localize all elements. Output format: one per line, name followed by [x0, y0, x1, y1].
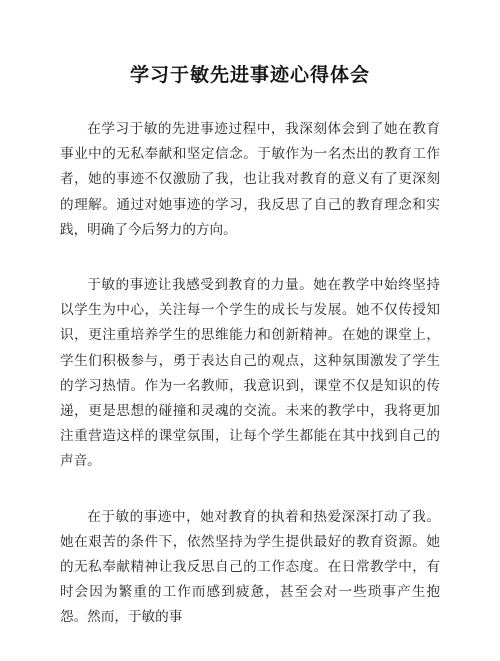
document-title: 学习于敏先进事迹心得体会 [129, 64, 370, 86]
paragraph-1: 在学习于敏的先进事迹过程中，我深刻体会到了她在教育事业中的无私奉献和坚定信念。于敏作为一名杰出的教育工作者，她的事迹不仅激励了我，也让我对教育的意义有了更深刻的理解。通过对她事迹的学习，我反思了自己的教育理念和实践，明确了今后努力的方向。 [60, 121, 440, 238]
document-body [60, 117, 440, 661]
paragraph-3: 在于敏的事迹中，她对教育的执着和热爱深深打动了我。她在艰苦的条件下，依然坚持为学生提供最好的教育资源。她的无私奉献精神让我反思自己的工作态度。在日常教学中，有时会因为繁重的工作而感到疲惫，甚至会对一些琐事产生抱怨。然而，于敏的事 [60, 508, 440, 626]
paragraph-2: 于敏的事迹让我感受到教育的力量。她在教学中始终坚持以学生为中心，关注每一个学生的成长与发展。她不仅传授知识，更注重培养学生的思维能力和创新精神。在她的课堂上，学生们积极参与，勇于表达自己的观点，这种氛围激发了学生的学习热情。作为一名教师，我意识到，课堂不仅是知识的传递，更是思想的碰撞和灵魂的交流。未来的教学中，我将更加注重营造这样的课堂氛围，让每个学生都能在其中找到自己的声音。 [60, 277, 440, 470]
